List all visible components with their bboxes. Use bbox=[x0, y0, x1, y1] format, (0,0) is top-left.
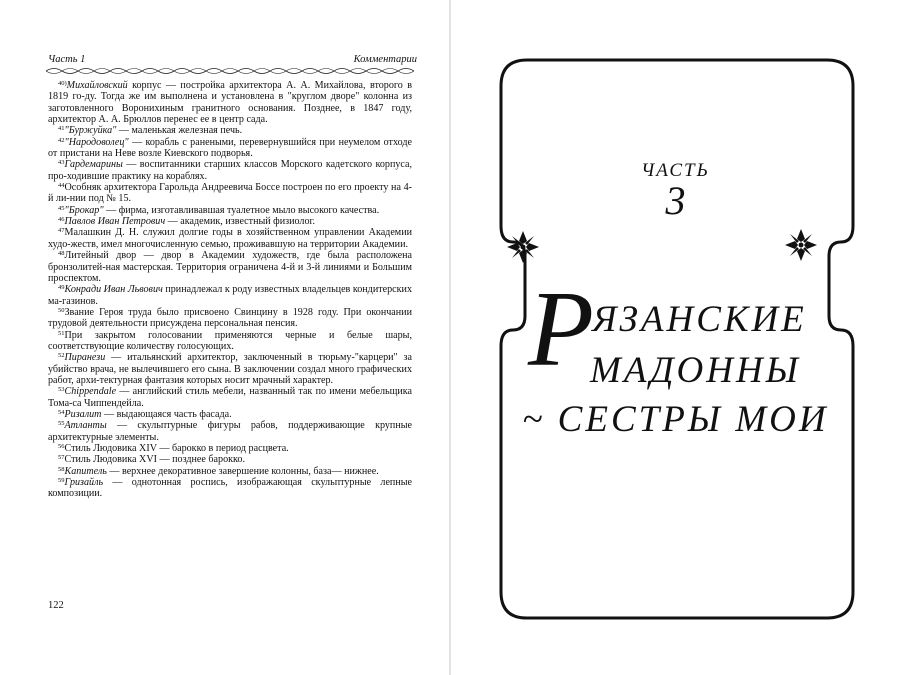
footnote-term: Конради Иван Львович bbox=[64, 284, 163, 296]
footnote-term: Атланты bbox=[64, 420, 107, 432]
footnote-text: — однотонная роспись, изображающая скульптурные лепные композиции. bbox=[48, 477, 412, 500]
title-initial: Р bbox=[528, 270, 594, 389]
footnote-term: "Брокар" bbox=[64, 204, 104, 216]
footnote-item bbox=[48, 330, 412, 353]
footnote-text: — маленькая железная печь. bbox=[116, 125, 243, 137]
footnote-item bbox=[48, 386, 412, 409]
right-page bbox=[451, 0, 900, 675]
title-line-1: ЯЗАНСКИЕ bbox=[592, 299, 807, 340]
footnote-number: 58 bbox=[58, 465, 65, 473]
cross-ornament-right-icon bbox=[784, 228, 818, 262]
footnote-number: 56 bbox=[58, 443, 65, 450]
footnote-text: — академик, известный физиолог. bbox=[165, 216, 316, 228]
footnote-item bbox=[48, 137, 412, 160]
footnote-item bbox=[48, 205, 412, 216]
footnote-item bbox=[48, 80, 412, 125]
footnote-text: При закрытом голосовании применяются черные и белые шары, соответствующие количеству голосующих. bbox=[48, 329, 412, 352]
footnote-text: — итальянский архитектор, заключенный в тюрьму-"карцери" за убийство врача, не вылечившего его сына. В заключении создал много графических работ, архи-тектурная фантазия которых носит мрачный характер. bbox=[48, 352, 412, 386]
footnote-item bbox=[48, 250, 412, 284]
footnote-item bbox=[48, 352, 412, 386]
footnote-number: 51 bbox=[58, 329, 65, 337]
footnote-text: — верхнее декоративное завершение колонны, база— нижнее. bbox=[106, 465, 379, 477]
footnote-text: Особняк архитектора Гарольда Андреевича Боссе построен по его проекту на 4-й ли-нии под № 15. bbox=[48, 182, 412, 205]
footnote-term: Гризайль bbox=[64, 477, 104, 489]
footnote-number: 55 bbox=[58, 420, 65, 428]
footnote-number: 54 bbox=[58, 408, 65, 416]
footnote-term: Гардемарины bbox=[64, 159, 123, 171]
footnote-text: — скульптурные фигуры рабов, поддерживающие крупные архитектурные элементы. bbox=[48, 420, 412, 443]
footnote-text: — воспитанники старших классов Морского кадетского корпуса, про-ходившие практику на кораблях. bbox=[48, 159, 412, 182]
footnotes-list bbox=[48, 80, 412, 500]
footnote-term: "Буржуйка" bbox=[64, 125, 117, 137]
footnote-number: 57 bbox=[58, 454, 65, 462]
footnote-number: 44 bbox=[58, 182, 65, 190]
footnote-term: Chippendale bbox=[64, 386, 117, 398]
footnote-text: Стиль Людовика XVI — позднее барокко. bbox=[64, 454, 245, 466]
footnote-term: Михайловский bbox=[66, 80, 128, 91]
footnote-text: корпус — постройка архитектора А. А. Михайлова, второго в 1819 го-ду. Тогда же им выполнена и установлена в "круглом дворе" колонна из заготовленного Воронихиным гранитного основания. Позднее, в 1847 году, архитектор А. А. Брюллов перенес ее в центр сада. bbox=[48, 80, 412, 126]
left-page bbox=[0, 0, 449, 675]
footnote-term: Павлов Иван Петрович bbox=[64, 216, 166, 228]
footnote-number: 45 bbox=[58, 204, 65, 212]
footnote-item bbox=[48, 477, 412, 500]
footnote-number: 47 bbox=[58, 227, 65, 235]
footnote-item bbox=[48, 182, 412, 205]
footnote-text: — фирма, изготавливавшая туалетное мыло высокого качества. bbox=[103, 204, 380, 216]
title-line-2: МАДОННЫ bbox=[590, 350, 801, 391]
footnote-number: 53 bbox=[58, 386, 65, 394]
title-line-3: ~ СЕСТРЫ МОИ bbox=[522, 399, 829, 440]
footnote-text: Литейный двор — двор в Академии художеств, где была расположена бронзолитей-ная мастерская. Территория ограничена 4-й и 3-й линиями и Большим проспектом. bbox=[48, 250, 412, 284]
footnote-item bbox=[48, 159, 412, 182]
footnote-number: 49 bbox=[58, 284, 65, 292]
footnote-number: 48 bbox=[58, 250, 65, 258]
page-number: 122 bbox=[48, 600, 64, 611]
footnote-number: 43 bbox=[58, 159, 65, 167]
footnote-item bbox=[48, 216, 412, 227]
footnote-term: Капитель bbox=[64, 465, 107, 477]
footnote-text: Стиль Людовика XIV — барокко в период расцвета. bbox=[64, 443, 289, 454]
footnote-number: 50 bbox=[58, 306, 65, 314]
footnote-text: — английский стиль мебели, названный так по имени мебельщика Тома-са Чиппендейла. bbox=[48, 386, 412, 409]
footnote-term: Пиранези bbox=[64, 352, 106, 364]
footnote-item bbox=[48, 420, 412, 443]
footnote-text: принадлежал к роду известных владельцев кондитерских ма-газинов. bbox=[48, 284, 412, 307]
footnote-text: — корабль с ранеными, перевернувшийся при неумелом отходе от пристани на Неве возле Киевского подворья. bbox=[48, 136, 412, 160]
footnote-item bbox=[48, 454, 412, 465]
part-label: ЧАСТЬ bbox=[641, 160, 710, 181]
footnote-number: 59 bbox=[58, 477, 65, 485]
footnote-number: 42 bbox=[58, 136, 65, 144]
footnote-number: 41 bbox=[58, 125, 65, 133]
footnote-text: Малашкин Д. Н. служил долгие годы в хозяйственном управлении Академии худо-жеств, имел многочисленную семью, проживавшую на территории Академии. bbox=[48, 227, 412, 250]
header-ornament bbox=[46, 66, 414, 76]
footnote-item bbox=[48, 443, 412, 454]
running-head-left: Часть 1 bbox=[48, 54, 86, 65]
footnote-item bbox=[48, 125, 412, 136]
footnote-text: — выдающаяся часть фасада. bbox=[101, 408, 232, 420]
footnote-text: Звание Героя труда было присвоено Свинцину в 1928 году. При окончании трудовой деятельности присуждена персональная пенсия. bbox=[48, 306, 412, 330]
footnote-item bbox=[48, 227, 412, 250]
cross-ornament-left-icon bbox=[506, 230, 540, 264]
footnote-number: 40) bbox=[58, 80, 67, 87]
footnote-number: 52 bbox=[58, 352, 65, 360]
footnote-number: 46 bbox=[58, 216, 65, 224]
footnote-item bbox=[48, 409, 412, 420]
footnote-term: Ризалит bbox=[64, 408, 102, 420]
footnote-term: "Народоволец" bbox=[64, 136, 129, 148]
footnote-item bbox=[48, 466, 412, 477]
footnote-item bbox=[48, 284, 412, 307]
footnote-item bbox=[48, 307, 412, 330]
running-head-right: Комментарии bbox=[353, 54, 417, 65]
part-number: 3 bbox=[665, 178, 686, 223]
